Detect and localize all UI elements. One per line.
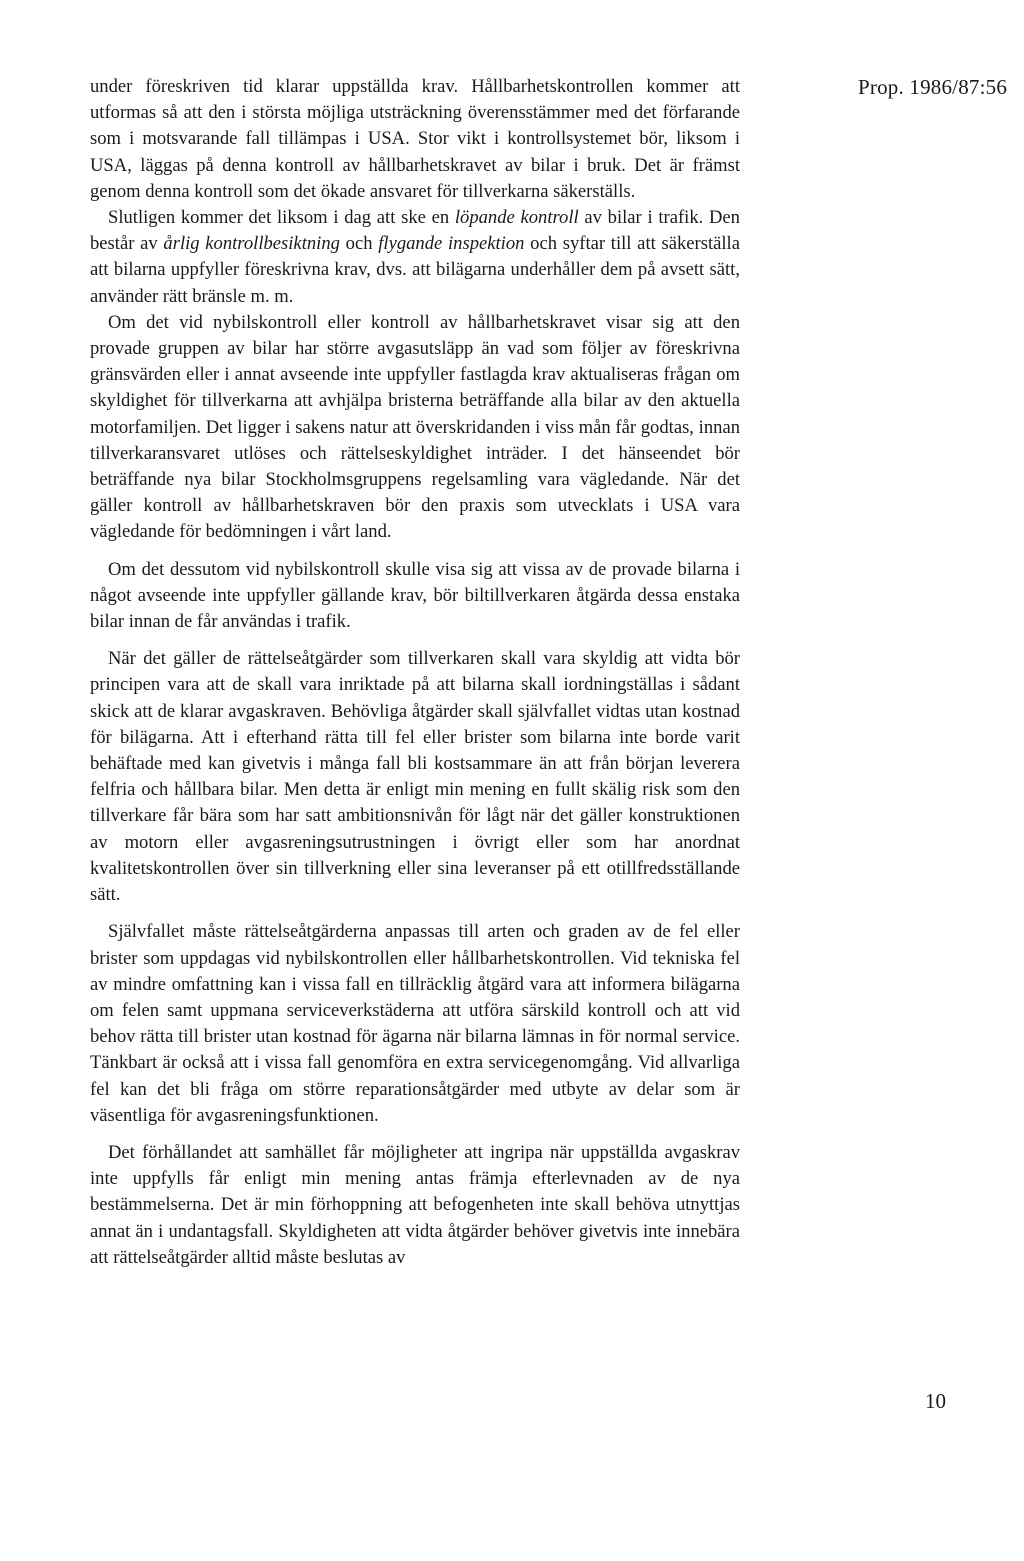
document-reference: Prop. 1986/87:56 [858,75,1008,99]
text-run: och [339,233,379,255]
body-text [90,74,740,1271]
text-run: Slutligen kommer det liksom i dag att ske en [108,207,455,229]
paragraph-anpassning-atgarder: Självfallet måste rättelseåtgärderna anpassas till arten och graden av de fel eller brister som uppdagas vid nybilskontrollen eller hållbarhetskontrollen. Vid tekniska fel av mindre omfattning kan i vissa fall en tillräcklig åtgärd vara att informera bilägarna om felen samt uppmana serviceverkstäderna att utföra särskild kontroll och att vid behov rätta till brister utan kostnad för ägarna när bilarna lämnas in för normal service. Tänkbart är också att i vissa fall genomföra en extra servicegenomgång. Vid allvarliga fel kan det bli fråga om större reparationsåtgärder med utbyte av delar som är väsentliga för avgasreningsfunktionen. [90,921,740,1126]
text-run: av bilar i trafik. Den består av [90,207,740,255]
text-run: och syftar till att säkerställa att bilarna uppfyller föreskrivna krav, dvs. att bilägarna underhåller dem på avsett sätt, använder rätt bränsle m. m. [90,233,740,307]
paragraph-continuation: under föreskriven tid klarar uppställda krav. Hållbarhetskontrollen kommer att utformas så att den i största möjliga utsträckning överensstämmer med det förfarande som i motsvarande fall tillämpas i USA. Stor vikt i kontrollsystemet bör, liksom i USA, läggas på denna kontroll av hållbarhetskravet av bilar i bruk. Det är främst genom denna kontroll som det ökade ansvaret för tillverkarna säkerställs. [90,76,740,202]
paragraph-efterlevnad: Det förhållandet att samhället får möjligheter att ingripa när uppställda avgaskrav inte uppfylls får enligt min mening antas främja efterlevnaden av de nya bestämmelserna. Det är min förhoppning att befogenheten inte skall behöva utnyttjas annat än i undantagsfall. Skyldigheten att vidta åtgärder behöver givetvis inte innebära att rättelseåtgärder alltid måste beslutas av [90,1141,740,1268]
page-number: 10 [925,1389,946,1413]
paragraph-tillverkaransvar: Om det vid nybilskontroll eller kontroll av hållbarhetskravet visar sig att den provade gruppen av bilar har större avgasutsläpp än vad som följer av föreskrivna gränsvärden eller i annat avseende inte uppfyller fastlagda krav aktualiseras frågan om skyldighet för tillverkarna att avhjälpa bristerna beträffande alla bilar av den aktuella motorfamiljen. Det ligger i sakens natur att överskridanden i viss mån får godtas, innan tillverkaransvaret utlöses och rättelseskyldighet inträder. I det hänseendet bör beträffande nya bilar Stockholmsgruppens regelsamling vara vägledande. När det gäller kontroll av hållbarhetskraven bör den praxis som utvecklats i USA vara vägledande för bedömningen i vårt land. [90,311,740,543]
emphasis-flygande-inspektion: flygande inspektion [378,233,525,255]
paragraph-rattelseatgarder: När det gäller de rättelseåtgärder som tillverkaren skall vara skyldig att vidta bör principen vara att de skall vara inriktade på att bilarna skall iordningställas i sådant skick att de klarar avgaskraven. Behövliga åtgärder skall självfallet vidtas utan kostnad för bilägarna. Att i efterhand rätta till fel eller brister som bilarna inte borde varit behäftade med kan givetvis i många fall bli kostsammare än att från början leverera felfria och hållbara bilar. Men detta är enligt min mening en fullt skälig risk som den tillverkare får bära som har satt ambitionsnivån för lågt när det gäller konstruktionen av motorn eller avgasreningsutrustningen i övrigt eller som har anordnat kvalitetskontrollen över sin tillverkning eller sina leveranser på ett otillfredsställande sätt. [90,648,740,906]
emphasis-lopande-kontroll: löpande kontroll [454,207,579,229]
paragraph-lopande-kontroll [90,205,740,310]
paragraph-enstaka-bilar: Om det dessutom vid nybilskontroll skulle visa sig att vissa av de provade bilarna i något avseende inte uppfyller gällande krav, bör biltillverkaren åtgärda dessa enstaka bilar innan de får användas i trafik. [90,558,740,633]
emphasis-arlig-kontrollbesiktning: årlig kontrollbesiktning [163,233,340,255]
